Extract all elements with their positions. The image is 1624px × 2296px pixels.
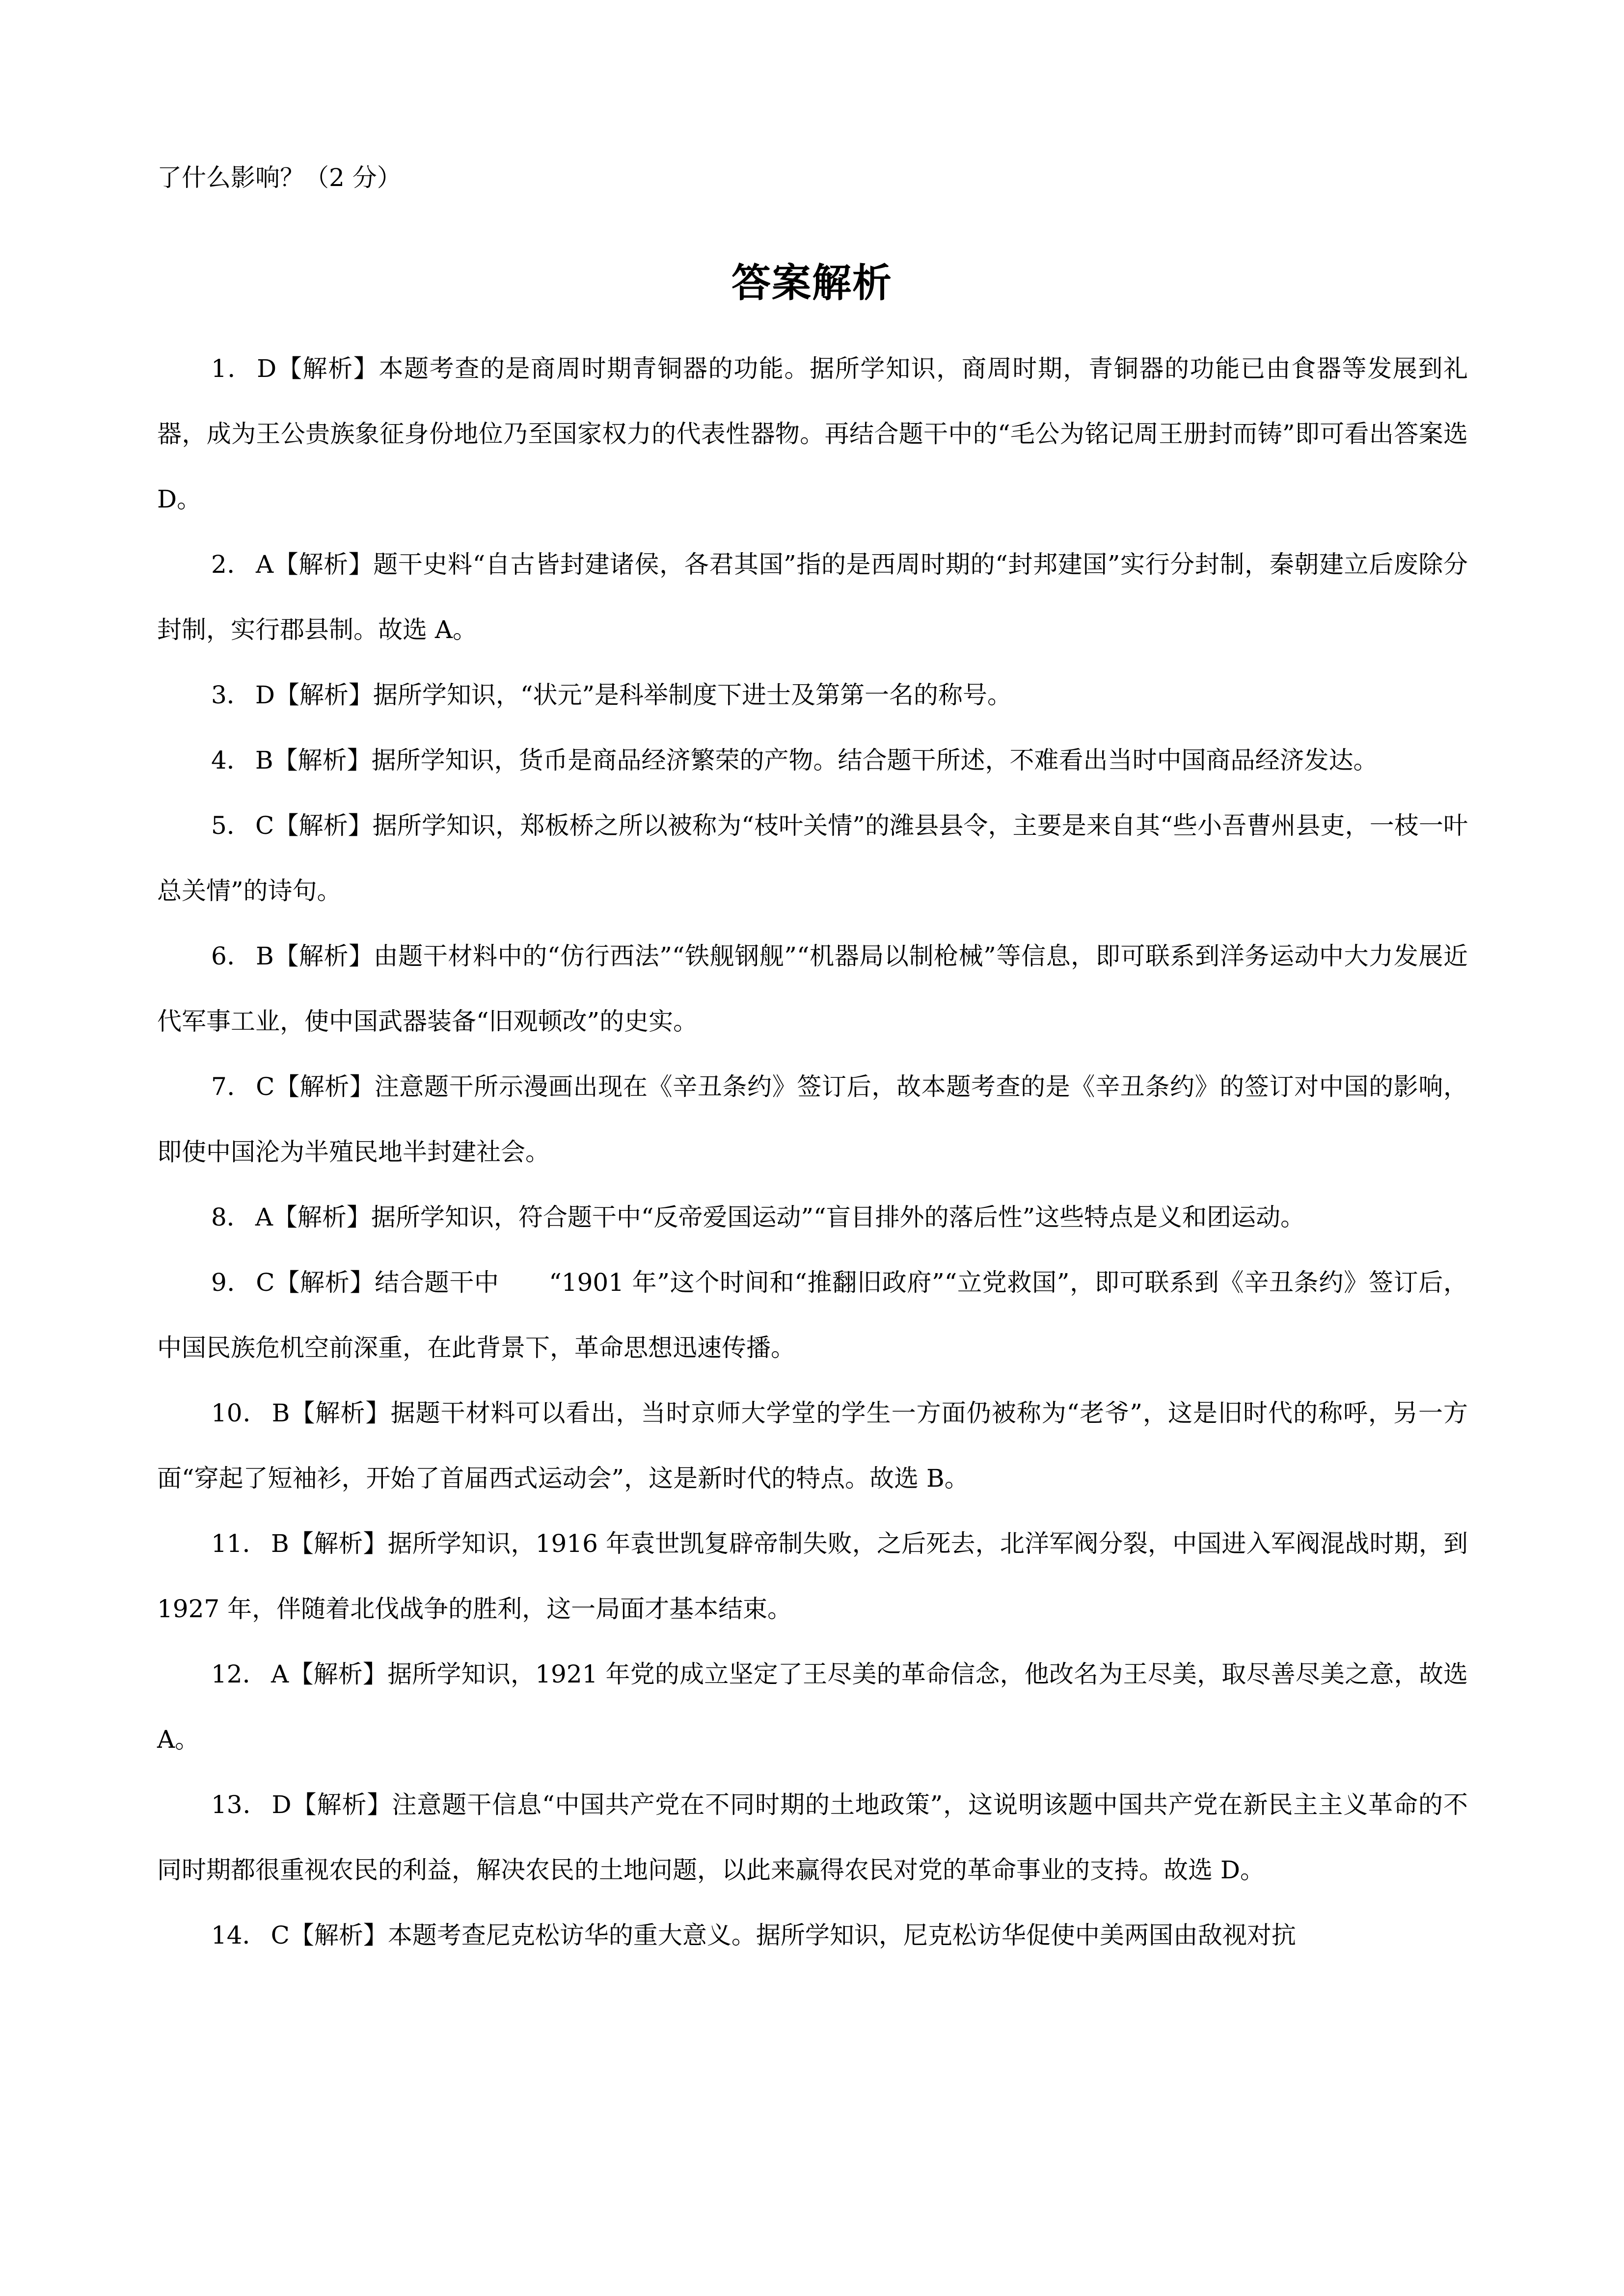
answer-item xyxy=(157,663,1468,728)
answer-number: 3． xyxy=(211,681,251,709)
analysis-text: 据所学知识，郑板桥之所以被称为“枝叶关情”的潍县县令，主要是来自其“些小吾曹州县吏，一枝一叶总关情”的诗句。 xyxy=(157,811,1468,905)
answer-number: 4． xyxy=(211,746,251,774)
analysis-tag: 【解析】 xyxy=(273,550,374,579)
analysis-text: 注意题干所示漫画出现在《辛丑条约》签订后，故本题考查的是《辛丑条约》的签订对中国的影响，即使中国沦为半殖民地半封建社会。 xyxy=(157,1072,1468,1166)
answer-list xyxy=(157,336,1468,1968)
answer-number: 10． xyxy=(211,1399,268,1427)
analysis-text: 本题考查的是商周时期青铜器的功能。据所学知识，商周时期，青铜器的功能已由食器等发展到礼器，成为王公贵族象征身份地位乃至国家权力的代表性器物。再结合题干中的“毛公为铭记周王册封而铸”即可看出答案选 D。 xyxy=(157,354,1468,513)
answer-item xyxy=(157,336,1468,532)
answer-item xyxy=(157,1054,1468,1185)
analysis-tag: 【解析】 xyxy=(274,1072,375,1101)
answer-choice: C xyxy=(271,1921,290,1949)
answer-item xyxy=(157,924,1468,1054)
analysis-text: 结合题干中 “1901 年”这个时间和“推翻旧政府”“立党救国”，即可联系到《辛丑条约》签订后，中国民族危机空前深重，在此背景下，革命思想迅速传播。 xyxy=(157,1268,1468,1362)
analysis-text: 据题干材料可以看出，当时京师大学堂的学生一方面仍被称为“老爷”，这是旧时代的称呼，另一方面“穿起了短袖衫，开始了首届西式运动会”，这是新时代的特点。故选 B。 xyxy=(157,1399,1468,1493)
analysis-text: 据所学知识，1921 年党的成立坚定了王尽美的革命信念，他改名为王尽美，取尽善尽美之意，故选 A。 xyxy=(157,1660,1468,1754)
answer-number: 11． xyxy=(211,1529,267,1558)
analysis-text: 题干史料“自古皆封建诸侯，各君其国”指的是西周时期的“封邦建国”实行分封制，秦朝建立后废除分封制，实行郡县制。故选 A。 xyxy=(157,550,1468,644)
answer-item xyxy=(157,1185,1468,1250)
analysis-text: 据所学知识，货币是商品经济繁荣的产物。结合题干所述，不难看出当时中国商品经济发达。 xyxy=(371,746,1378,774)
answer-item xyxy=(157,1903,1468,1968)
answer-item xyxy=(157,1772,1468,1903)
analysis-tag: 【解析】 xyxy=(272,1203,371,1231)
analysis-tag: 【解析】 xyxy=(291,1790,392,1819)
answer-choice: D xyxy=(255,681,275,709)
answer-choice: B xyxy=(256,942,274,970)
analysis-tag: 【解析】 xyxy=(289,1921,388,1949)
answer-number: 12． xyxy=(211,1660,268,1688)
analysis-text: 注意题干信息“中国共产党在不同时期的土地政策”，这说明该题中国共产党在新民主主义革命的不同时期都很重视农民的利益，解决农民的土地问题，以此来赢得农民对党的革命事业的支持。故选 D。 xyxy=(157,1790,1468,1884)
answer-item xyxy=(157,728,1468,793)
answer-item xyxy=(157,1511,1468,1642)
answer-choice: A xyxy=(271,1660,289,1688)
answer-number: 14． xyxy=(211,1921,267,1949)
previous-question-continuation: 了什么影响？（2 分） xyxy=(157,163,402,192)
answer-item xyxy=(157,1642,1468,1772)
answer-item xyxy=(157,793,1468,924)
answer-choice: C xyxy=(256,1268,275,1297)
answer-number: 8． xyxy=(211,1203,251,1231)
answer-item xyxy=(157,532,1468,663)
answer-number: 13． xyxy=(211,1790,268,1819)
answer-number: 9． xyxy=(211,1268,252,1297)
answer-choice: A xyxy=(255,1203,273,1231)
answer-choice: B xyxy=(255,746,273,774)
answer-number: 2． xyxy=(211,550,252,579)
analysis-text: 据所学知识，1916 年袁世凯复辟帝制失败，之后死去，北洋军阀分裂，中国进入军阀混战时期，到 1927 年，伴随着北伐战争的胜利，这一局面才基本结束。 xyxy=(157,1529,1468,1623)
analysis-text: 本题考查尼克松访华的重大意义。据所学知识，尼克松访华促使中美两国由敌视对抗 xyxy=(387,1921,1296,1949)
answer-number: 1． xyxy=(211,354,253,383)
answer-item xyxy=(157,1250,1468,1381)
answer-analysis-title: 答案解析 xyxy=(731,260,893,306)
answer-choice: D xyxy=(271,1790,292,1819)
answer-number: 7． xyxy=(211,1072,252,1101)
analysis-tag: 【解析】 xyxy=(290,1399,391,1427)
analysis-tag: 【解析】 xyxy=(274,1268,375,1297)
analysis-tag: 【解析】 xyxy=(289,1660,388,1688)
answer-number: 6． xyxy=(211,942,252,970)
answer-choice: B xyxy=(271,1529,289,1558)
analysis-text: 由题干材料中的“仿行西法”“铁舰钢舰”“机器局以制枪械”等信息，即可联系到洋务运动中大力发展近代军事工业，使中国武器装备“旧观顿改”的史实。 xyxy=(157,942,1468,1036)
analysis-tag: 【解析】 xyxy=(289,1529,388,1558)
analysis-tag: 【解析】 xyxy=(273,942,374,970)
answer-choice: B xyxy=(271,1399,290,1427)
answer-choice: C xyxy=(255,811,274,840)
answer-item xyxy=(157,1381,1468,1511)
analysis-tag: 【解析】 xyxy=(273,746,372,774)
analysis-text: 据所学知识，“状元”是科举制度下进士及第第一名的称号。 xyxy=(373,681,1012,709)
answer-choice: D xyxy=(257,354,277,383)
analysis-tag: 【解析】 xyxy=(274,681,373,709)
answer-choice: C xyxy=(256,1072,275,1101)
answer-number: 5． xyxy=(211,811,252,840)
answer-choice: A xyxy=(256,550,274,579)
analysis-text: 据所学知识，符合题干中“反帝爱国运动”“盲目排外的落后性”这些特点是义和团运动。 xyxy=(371,1203,1305,1231)
analysis-tag: 【解析】 xyxy=(274,811,373,840)
analysis-tag: 【解析】 xyxy=(276,354,379,383)
